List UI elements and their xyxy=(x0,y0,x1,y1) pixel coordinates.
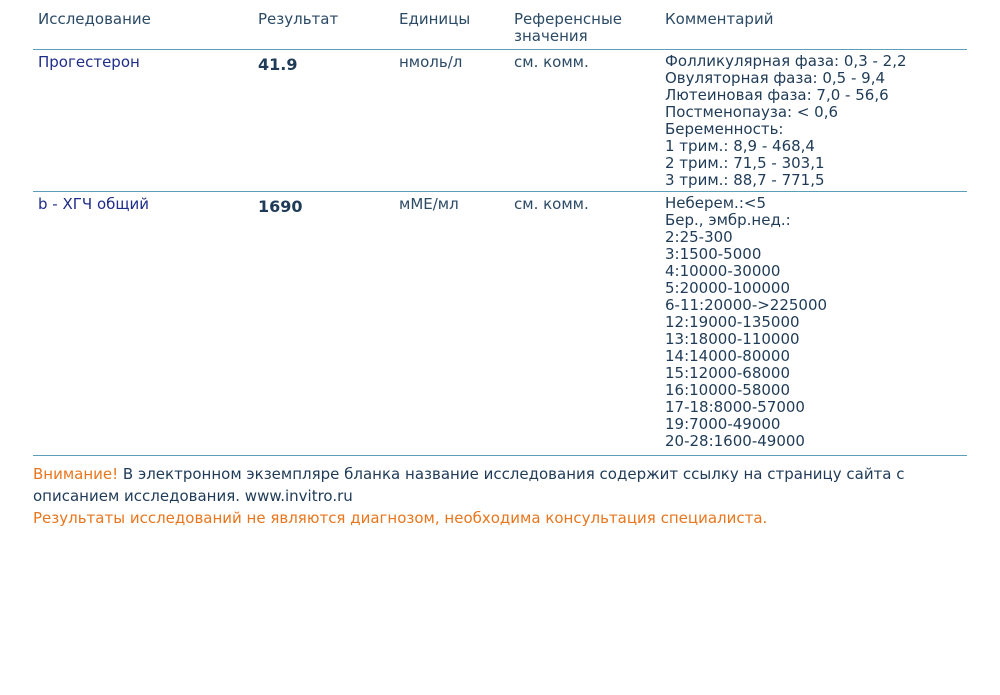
comment-line: 15:12000-68000 xyxy=(665,364,790,382)
invitro-link[interactable]: www.invitro.ru xyxy=(244,487,353,505)
header-name: Исследование xyxy=(38,10,151,28)
comment-line: Овуляторная фаза: 0,5 - 9,4 xyxy=(665,69,886,87)
comment-line: 13:18000-110000 xyxy=(665,330,800,348)
header-result: Результат xyxy=(258,10,339,28)
comment-line: 3:1500-5000 xyxy=(665,245,762,263)
comment-line: 17-18:8000-57000 xyxy=(665,398,805,416)
comment-line: Фолликулярная фаза: 0,3 - 2,2 xyxy=(665,52,907,70)
table-row xyxy=(33,50,967,192)
table-header-row xyxy=(33,0,967,50)
comment-line: 19:7000-49000 xyxy=(665,415,781,433)
comment-line: Беременность: xyxy=(665,120,784,138)
reference-value: см. комм. xyxy=(514,195,589,213)
comment-line: 2:25-300 xyxy=(665,228,733,246)
header-reference-line1: Референсные xyxy=(514,10,623,28)
notes-block xyxy=(33,463,973,529)
comment-line: 1 трим.: 8,9 - 468,4 xyxy=(665,137,815,155)
comment-line: 5:20000-100000 xyxy=(665,279,790,297)
comment-block xyxy=(665,195,827,450)
comment-line: Постменопауза: < 0,6 xyxy=(665,103,839,121)
comment-line: 2 трим.: 71,5 - 303,1 xyxy=(665,154,825,172)
comment-line: 14:14000-80000 xyxy=(665,347,790,365)
result-value: 41.9 xyxy=(258,55,298,74)
units-value: нмоль/л xyxy=(399,53,463,71)
attention-text: В электронном экземпляре бланка название исследования содержит ссылку на страницу сайта с описанием исследования. xyxy=(33,465,905,505)
table-row xyxy=(33,192,967,456)
comment-line: Неберем.:<5 xyxy=(665,194,766,212)
test-name-link[interactable]: Прогестерон xyxy=(38,53,140,71)
comment-line: 12:19000-135000 xyxy=(665,313,800,331)
comment-line: 20-28:1600-49000 xyxy=(665,432,805,450)
test-name-link[interactable]: b - ХГЧ общий xyxy=(38,195,149,213)
comment-block xyxy=(665,53,907,189)
header-reference xyxy=(514,11,644,45)
results-table xyxy=(33,0,967,456)
comment-line: Бер., эмбр.нед.: xyxy=(665,211,791,229)
header-reference-line2: значения xyxy=(514,27,588,45)
header-comment: Комментарий xyxy=(665,10,774,28)
comment-line: 4:10000-30000 xyxy=(665,262,781,280)
disclaimer-text: Результаты исследований не являются диагнозом, необходима консультация специалиста. xyxy=(33,509,768,527)
attention-label: Внимание! xyxy=(33,465,119,483)
comment-line: Лютеиновая фаза: 7,0 - 56,6 xyxy=(665,86,889,104)
header-units: Единицы xyxy=(399,10,471,28)
comment-line: 3 трим.: 88,7 - 771,5 xyxy=(665,171,825,189)
result-value: 1690 xyxy=(258,197,303,216)
units-value: мМЕ/мл xyxy=(399,195,459,213)
comment-line: 16:10000-58000 xyxy=(665,381,790,399)
reference-value: см. комм. xyxy=(514,53,589,71)
comment-line: 6-11:20000->225000 xyxy=(665,296,828,314)
